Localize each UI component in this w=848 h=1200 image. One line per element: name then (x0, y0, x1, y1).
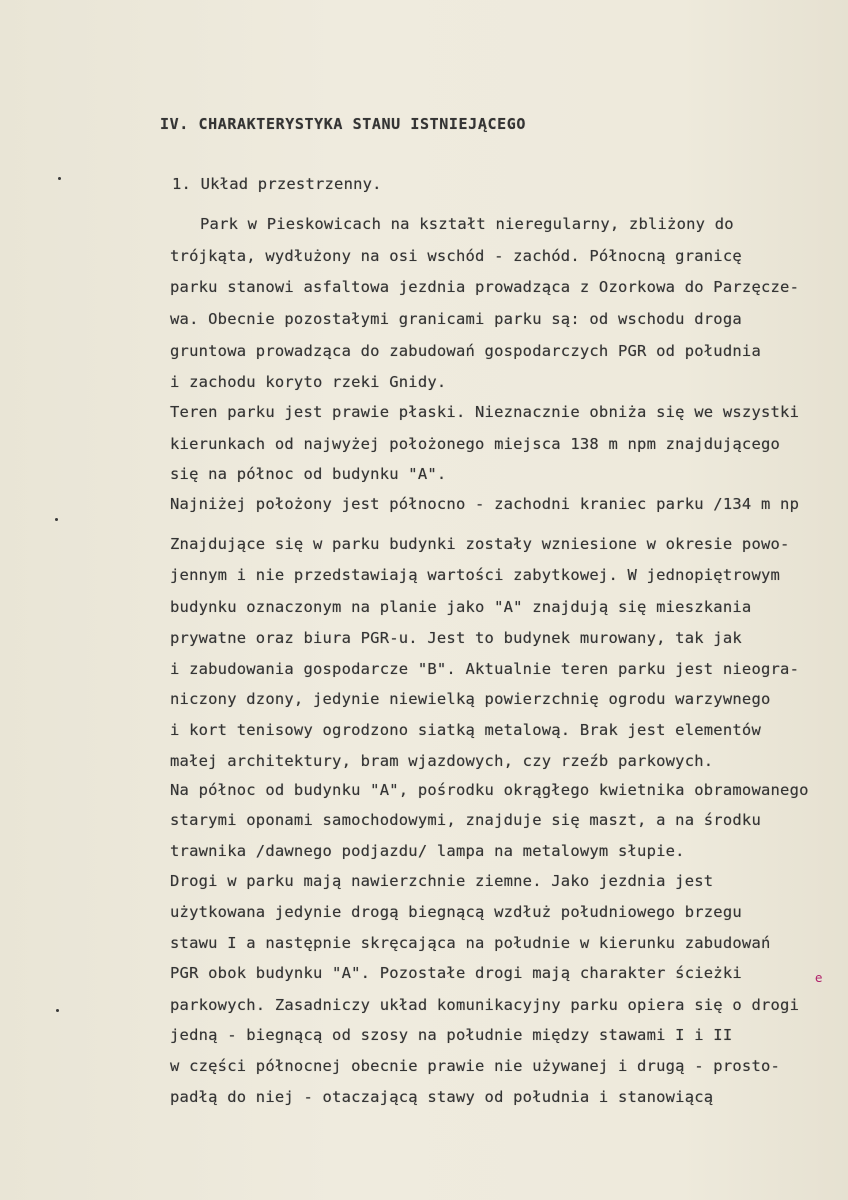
text-line: jedną - biegnącą od szosy na południe między stawami I i II (170, 1026, 733, 1044)
text-line: Najniżej położony jest północno - zachodni kraniec parku /134 m np (170, 495, 800, 513)
margin-mark (56, 1009, 59, 1012)
text-line: budynku oznaczonym na planie jako "A" znajdują się mieszkania (170, 598, 752, 616)
text-line: i zachodu koryto rzeki Gnidy. (170, 373, 447, 391)
text-line: jennym i nie przedstawiają wartości zabytkowej. W jednopiętrowym (170, 566, 781, 584)
text-line: kierunkach od najwyżej położonego miejsca 138 m npm znajdującego (170, 435, 781, 453)
text-line: i zabudowania gospodarcze "B". Aktualnie teren parku jest nieogra- (170, 660, 800, 678)
section-title: 1. Układ przestrzenny. (172, 175, 382, 193)
text-line: niczony dzony, jedynie niewielką powierzchnię ogrodu warzywnego (170, 690, 771, 708)
text-line: Znajdujące się w parku budynki zostały wzniesione w okresie powo- (170, 535, 790, 553)
text-line: małej architektury, bram wjazdowych, czy rzeźb parkowych. (170, 752, 714, 770)
margin-mark (55, 518, 58, 521)
text-line: trawnika /dawnego podjazdu/ lampa na metalowym słupie. (170, 842, 685, 860)
text-line: Teren parku jest prawie płaski. Nieznacznie obniża się we wszystki (170, 403, 800, 421)
text-line: stawu I a następnie skręcająca na południe w kierunku zabudowań (170, 934, 771, 952)
text-line: prywatne oraz biura PGR-u. Jest to budynek murowany, tak jak (170, 629, 742, 647)
text-line: padłą do niej - otaczającą stawy od południa i stanowiącą (170, 1088, 714, 1106)
text-line: się na północ od budynku "A". (170, 465, 447, 483)
text-line: trójkąta, wydłużony na osi wschód - zachód. Północną granicę (170, 247, 742, 265)
handwritten-correction: e (815, 971, 823, 985)
text-line: Na północ od budynku "A", pośrodku okrągłego kwietnika obramowanego (170, 781, 809, 799)
text-line: parkowych. Zasadniczy układ komunikacyjny parku opiera się o drogi (170, 996, 800, 1014)
document-heading: IV. CHARAKTERYSTYKA STANU ISTNIEJĄCEGO (160, 115, 526, 133)
text-line: starymi oponami samochodowymi, znajduje się maszt, a na środku (170, 811, 761, 829)
text-line: wa. Obecnie pozostałymi granicami parku są: od wschodu droga (170, 310, 742, 328)
text-line: Drogi w parku mają nawierzchnie ziemne. Jako jezdnia jest (170, 872, 714, 890)
text-line: gruntowa prowadząca do zabudowań gospodarczych PGR od południa (170, 342, 761, 360)
text-line: Park w Pieskowicach na kształt nieregularny, zbliżony do (200, 215, 734, 233)
text-line: użytkowana jedynie drogą biegnącą wzdłuż południowego brzegu (170, 903, 742, 921)
margin-mark (58, 177, 61, 180)
text-line: w części północnej obecnie prawie nie używanej i drugą - prosto- (170, 1057, 781, 1075)
text-line: PGR obok budynku "A". Pozostałe drogi mają charakter ścieżki (170, 964, 742, 982)
text-line: i kort tenisowy ogrodzono siatką metalową. Brak jest elementów (170, 721, 761, 739)
text-line: parku stanowi asfaltowa jezdnia prowadząca z Ozorkowa do Parzęcze- (170, 278, 800, 296)
